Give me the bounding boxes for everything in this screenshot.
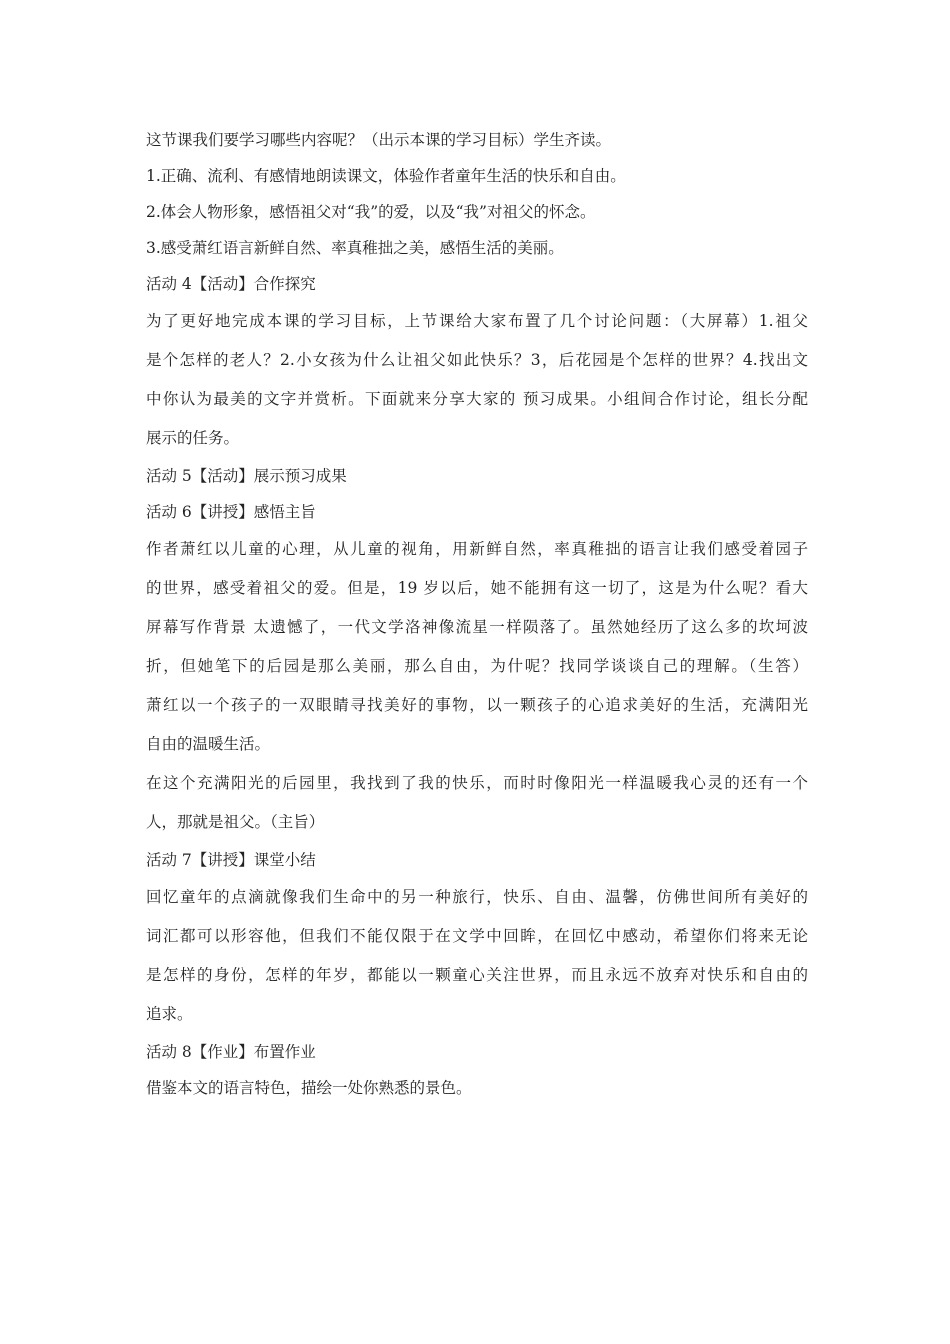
paragraph-line: 的世界，感受着祖父的爱。但是，19 岁以后，她不能拥有这一切了，这是为什么呢？看大 xyxy=(146,579,808,597)
paragraph-line: 人，那就是祖父。（主旨） xyxy=(146,813,325,831)
paragraph-line: 是个怎样的老人？2.小女孩为什么让祖父如此快乐？3，后花园是个怎样的世界？4.找出文 xyxy=(146,351,808,369)
activity-8-heading: 活动 8【作业】布置作业 xyxy=(146,1043,316,1061)
learning-goal-1: 1.正确、流利、有感情地朗读课文，体验作者童年生活的快乐和自由。 xyxy=(146,167,626,185)
activity-7-paragraph xyxy=(146,878,808,1034)
paragraph-line: 展示的任务。 xyxy=(146,429,240,447)
paragraph-line: 屏幕写作背景 太遗憾了，一代文学洛神像流星一样陨落了。虽然她经历了这么多的坎坷波 xyxy=(146,618,808,636)
activity-4-heading: 活动 4【活动】合作探究 xyxy=(146,275,316,293)
activity-6-paragraph xyxy=(146,530,808,764)
paragraph-line: 回忆童年的点滴就像我们生命中的另一种旅行，快乐、自由、温馨，仿佛世间所有美好的 xyxy=(146,888,808,906)
document-body xyxy=(146,122,808,1106)
paragraph-line: 词汇都可以形容他，但我们不能仅限于在文学中回眸，在回忆中感动，希望你们将来无论 xyxy=(146,927,808,945)
intro-line: 这节课我们要学习哪些内容呢？（出示本课的学习目标）学生齐读。 xyxy=(146,131,612,149)
paragraph-line: 自由的温暖生活。 xyxy=(146,735,271,753)
learning-goal-3: 3.感受萧红语言新鲜自然、率真稚拙之美，感悟生活的美丽。 xyxy=(146,239,564,257)
activity-7-heading: 活动 7【讲授】课堂小结 xyxy=(146,851,316,869)
learning-goal-2: 2.体会人物形象，感悟祖父对“我”的爱，以及“我”对祖父的怀念。 xyxy=(146,203,596,221)
paragraph-line: 折，但她笔下的后园是那么美丽，那么自由，为什呢？找同学谈谈自己的理解。（生答） xyxy=(146,657,808,675)
homework-line: 借鉴本文的语言特色，描绘一处你熟悉的景色。 xyxy=(146,1079,472,1097)
paragraph-line: 中你认为最美的文字并赏析。下面就来分享大家的 预习成果。小组间合作讨论，组长分配 xyxy=(146,390,808,408)
paragraph-line: 是怎样的身份，怎样的年岁，都能以一颗童心关注世界，而且永远不放弃对快乐和自由的 xyxy=(146,966,808,984)
theme-paragraph xyxy=(146,764,808,842)
activity-5-heading: 活动 5【活动】展示预习成果 xyxy=(146,467,347,485)
paragraph-line: 追求。 xyxy=(146,1005,193,1023)
paragraph-line: 为了更好地完成本课的学习目标，上节课给大家布置了几个讨论问题：（大屏幕）1.祖父 xyxy=(146,312,808,330)
paragraph-line: 萧红以一个孩子的一双眼睛寻找美好的事物，以一颗孩子的心追求美好的生活，充满阳光 xyxy=(146,696,808,714)
activity-4-paragraph xyxy=(146,302,808,458)
paragraph-line: 作者萧红以儿童的心理，从儿童的视角，用新鲜自然，率真稚拙的语言让我们感受着园子 xyxy=(146,540,808,558)
paragraph-line: 在这个充满阳光的后园里，我找到了我的快乐，而时时像阳光一样温暖我心灵的还有一个 xyxy=(146,774,808,792)
activity-6-heading: 活动 6【讲授】感悟主旨 xyxy=(146,503,316,521)
